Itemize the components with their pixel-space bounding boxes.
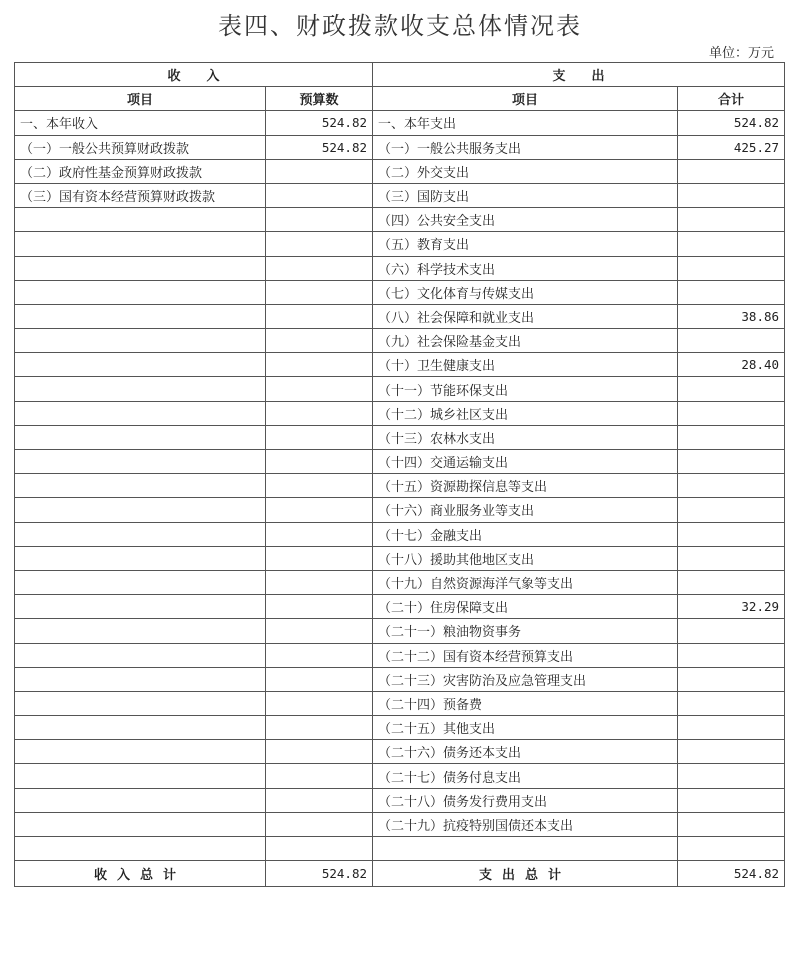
table-row <box>15 304 785 328</box>
expense-value-cell <box>678 377 785 401</box>
table-row <box>15 595 785 619</box>
expense-item-cell: （五）教育支出 <box>373 232 678 256</box>
expense-value-cell <box>678 643 785 667</box>
expense-value-cell <box>678 570 785 594</box>
table-row <box>15 111 785 135</box>
income-item-cell <box>15 329 266 353</box>
expense-item-cell: 一、本年支出 <box>373 111 678 135</box>
income-value-cell <box>266 256 373 280</box>
section-header-row <box>15 63 785 87</box>
income-value-cell <box>266 522 373 546</box>
page-title: 表四、财政拨款收支总体情况表 <box>218 12 582 40</box>
expense-value-cell <box>678 280 785 304</box>
income-value-cell <box>266 570 373 594</box>
income-value-cell <box>266 764 373 788</box>
expense-value-cell <box>678 764 785 788</box>
expense-item-cell: （二十九）抗疫特别国债还本支出 <box>373 812 678 836</box>
income-item-cell <box>15 837 266 861</box>
income-item-cell <box>15 425 266 449</box>
column-header-expense-item: 项目 <box>373 87 678 111</box>
income-item-cell <box>15 740 266 764</box>
income-item-cell <box>15 546 266 570</box>
expense-value-cell: 425.27 <box>678 135 785 159</box>
income-value-cell <box>266 546 373 570</box>
expense-item-cell: （十二）城乡社区支出 <box>373 401 678 425</box>
table-row <box>15 619 785 643</box>
income-value-cell <box>266 691 373 715</box>
expense-item-cell: （二十二）国有资本经营预算支出 <box>373 643 678 667</box>
expense-item-cell: （十一）节能环保支出 <box>373 377 678 401</box>
expense-item-cell: （四）公共安全支出 <box>373 208 678 232</box>
expense-item-cell: （二十）住房保障支出 <box>373 595 678 619</box>
income-value-cell <box>266 450 373 474</box>
table-row <box>15 740 785 764</box>
income-item-cell <box>15 353 266 377</box>
income-value-cell <box>266 619 373 643</box>
income-item-cell <box>15 498 266 522</box>
income-item-cell: （一）一般公共预算财政拨款 <box>15 135 266 159</box>
table-row <box>15 425 785 449</box>
expense-value-cell <box>678 183 785 207</box>
expense-value-cell <box>678 619 785 643</box>
expense-item-cell: （十九）自然资源海洋气象等支出 <box>373 570 678 594</box>
expense-item-cell: （十八）援助其他地区支出 <box>373 546 678 570</box>
table-row <box>15 159 785 183</box>
income-item-cell <box>15 450 266 474</box>
table-row <box>15 377 785 401</box>
expense-value-cell: 32.29 <box>678 595 785 619</box>
fiscal-table <box>14 62 785 887</box>
income-value-cell <box>266 812 373 836</box>
column-header-total: 合计 <box>678 87 785 111</box>
expense-value-cell <box>678 522 785 546</box>
income-value-cell <box>266 788 373 812</box>
expense-value-cell <box>678 256 785 280</box>
expense-value-cell <box>678 546 785 570</box>
income-value-cell <box>266 595 373 619</box>
expense-item-cell: （十六）商业服务业等支出 <box>373 498 678 522</box>
income-value-cell <box>266 425 373 449</box>
income-item-cell <box>15 256 266 280</box>
table-row <box>15 329 785 353</box>
expense-item-cell: （二）外交支出 <box>373 159 678 183</box>
income-value-cell: 524.82 <box>266 135 373 159</box>
expense-item-cell: （二十六）债务还本支出 <box>373 740 678 764</box>
income-value-cell <box>266 159 373 183</box>
income-section-header: 收 入 <box>15 63 373 87</box>
table-row <box>15 570 785 594</box>
table-row <box>15 256 785 280</box>
income-item-cell <box>15 232 266 256</box>
table-row <box>15 546 785 570</box>
expense-value-cell <box>678 498 785 522</box>
column-header-row <box>15 87 785 111</box>
income-value-cell <box>266 474 373 498</box>
expense-value-cell <box>678 837 785 861</box>
expense-value-cell <box>678 812 785 836</box>
table-row <box>15 522 785 546</box>
expense-item-cell: （二十三）灾害防治及应急管理支出 <box>373 667 678 691</box>
expense-value-cell <box>678 691 785 715</box>
expense-section-header: 支 出 <box>373 63 785 87</box>
income-total-value: 524.82 <box>266 861 373 887</box>
income-value-cell <box>266 740 373 764</box>
income-value-cell <box>266 377 373 401</box>
expense-item-cell: （二十一）粮油物资事务 <box>373 619 678 643</box>
expense-item-cell: （二十七）债务付息支出 <box>373 764 678 788</box>
expense-value-cell <box>678 159 785 183</box>
income-item-cell <box>15 595 266 619</box>
expense-value-cell <box>678 667 785 691</box>
table-row <box>15 667 785 691</box>
expense-item-cell: （二十五）其他支出 <box>373 716 678 740</box>
income-item-cell <box>15 474 266 498</box>
income-item-cell: （二）政府性基金预算财政拨款 <box>15 159 266 183</box>
column-header-budget: 预算数 <box>266 87 373 111</box>
income-item-cell <box>15 619 266 643</box>
table-row <box>15 353 785 377</box>
income-item-cell <box>15 716 266 740</box>
table-row <box>15 450 785 474</box>
income-total-label: 收入总计 <box>15 861 266 887</box>
expense-item-cell: （六）科学技术支出 <box>373 256 678 280</box>
expense-item-cell: （三）国防支出 <box>373 183 678 207</box>
income-value-cell <box>266 837 373 861</box>
expense-value-cell <box>678 716 785 740</box>
income-value-cell: 524.82 <box>266 111 373 135</box>
expense-value-cell <box>678 208 785 232</box>
expense-item-cell: （十）卫生健康支出 <box>373 353 678 377</box>
expense-value-cell <box>678 232 785 256</box>
income-item-cell <box>15 691 266 715</box>
income-value-cell <box>266 353 373 377</box>
table-row <box>15 498 785 522</box>
expense-value-cell: 28.40 <box>678 353 785 377</box>
income-item-cell <box>15 522 266 546</box>
table-row <box>15 474 785 498</box>
income-item-cell <box>15 788 266 812</box>
income-value-cell <box>266 329 373 353</box>
table-row <box>15 764 785 788</box>
income-value-cell <box>266 232 373 256</box>
table-row <box>15 401 785 425</box>
table-row <box>15 837 785 861</box>
income-value-cell <box>266 208 373 232</box>
expense-value-cell: 38.86 <box>678 304 785 328</box>
income-value-cell <box>266 183 373 207</box>
income-value-cell <box>266 401 373 425</box>
expense-value-cell <box>678 450 785 474</box>
table-row <box>15 643 785 667</box>
income-item-cell: （三）国有资本经营预算财政拨款 <box>15 183 266 207</box>
expense-value-cell <box>678 740 785 764</box>
table-row <box>15 716 785 740</box>
expense-item-cell: （二十八）债务发行费用支出 <box>373 788 678 812</box>
income-value-cell <box>266 280 373 304</box>
income-item-cell <box>15 377 266 401</box>
income-item-cell <box>15 280 266 304</box>
income-value-cell <box>266 304 373 328</box>
unit-label: 单位：万元 <box>708 46 774 61</box>
expense-item-cell: （七）文化体育与传媒支出 <box>373 280 678 304</box>
income-item-cell <box>15 208 266 232</box>
expense-value-cell <box>678 474 785 498</box>
expense-item-cell: （十三）农林水支出 <box>373 425 678 449</box>
income-item-cell: 一、本年收入 <box>15 111 266 135</box>
column-header-income-item: 项目 <box>15 87 266 111</box>
expense-total-label: 支出总计 <box>373 861 678 887</box>
expense-item-cell <box>373 837 678 861</box>
table-row <box>15 183 785 207</box>
totals-row <box>15 861 785 887</box>
expense-value-cell <box>678 329 785 353</box>
income-item-cell <box>15 812 266 836</box>
income-value-cell <box>266 716 373 740</box>
expense-value-cell <box>678 788 785 812</box>
income-item-cell <box>15 667 266 691</box>
expense-item-cell: （十四）交通运输支出 <box>373 450 678 474</box>
income-value-cell <box>266 643 373 667</box>
income-value-cell <box>266 667 373 691</box>
expense-value-cell <box>678 425 785 449</box>
expense-item-cell: （九）社会保险基金支出 <box>373 329 678 353</box>
table-row <box>15 135 785 159</box>
expense-value-cell: 524.82 <box>678 111 785 135</box>
expense-item-cell: （十七）金融支出 <box>373 522 678 546</box>
expense-item-cell: （十五）资源勘探信息等支出 <box>373 474 678 498</box>
table-row <box>15 280 785 304</box>
expense-total-value: 524.82 <box>678 861 785 887</box>
table-row <box>15 208 785 232</box>
income-item-cell <box>15 643 266 667</box>
income-item-cell <box>15 304 266 328</box>
income-item-cell <box>15 570 266 594</box>
table-row <box>15 691 785 715</box>
income-item-cell <box>15 764 266 788</box>
income-item-cell <box>15 401 266 425</box>
table-row <box>15 232 785 256</box>
table-row <box>15 788 785 812</box>
expense-item-cell: （一）一般公共服务支出 <box>373 135 678 159</box>
table-row <box>15 812 785 836</box>
expense-value-cell <box>678 401 785 425</box>
expense-item-cell: （二十四）预备费 <box>373 691 678 715</box>
expense-item-cell: （八）社会保障和就业支出 <box>373 304 678 328</box>
income-value-cell <box>266 498 373 522</box>
